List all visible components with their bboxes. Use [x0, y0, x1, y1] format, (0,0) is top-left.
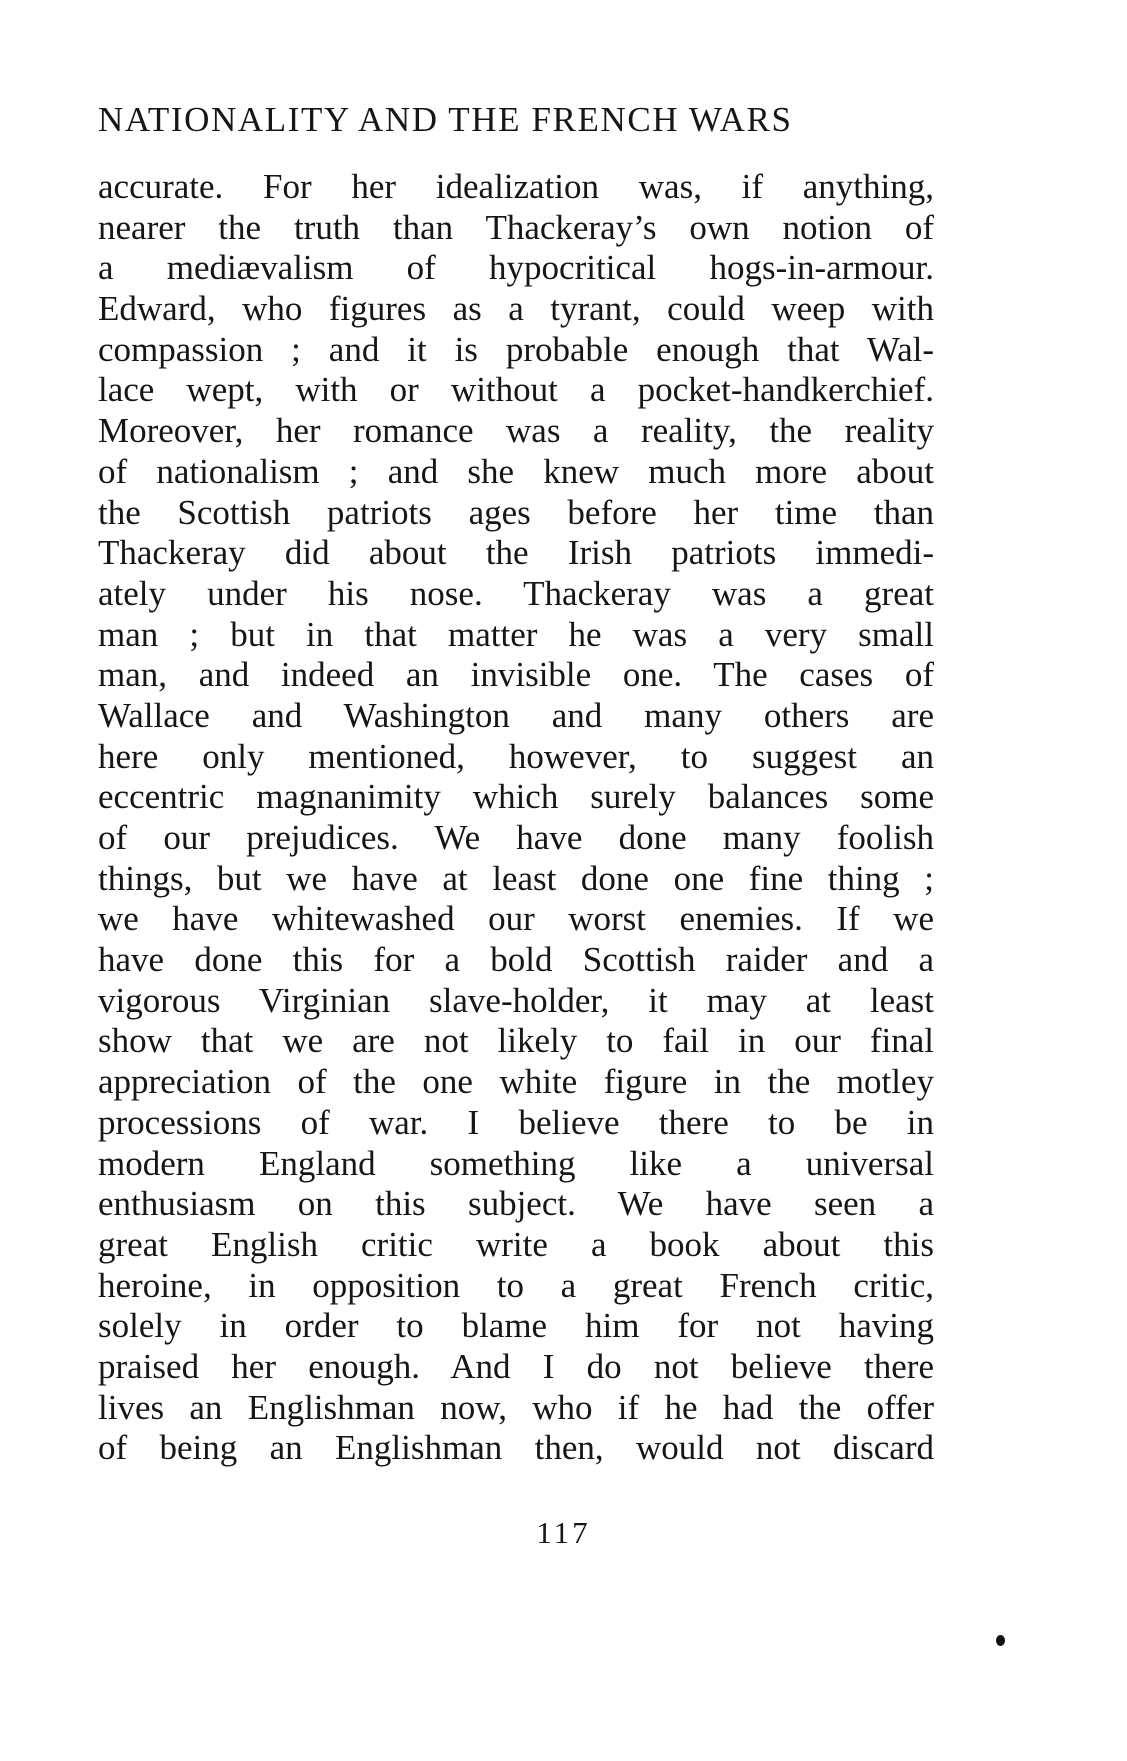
text-line: solely in order to blame him for not having: [98, 1306, 934, 1346]
text-line: here only mentioned, however, to suggest an: [98, 736, 934, 776]
text-line: accurate. For her idealization was, if anything,: [98, 167, 934, 206]
text-line: compassion ; and it is probable enough that Wal-: [98, 329, 934, 369]
text-line: appreciation of the one white figure in the motley: [98, 1062, 934, 1102]
text-line: Thackeray did about the Irish patriots immedi-: [98, 533, 934, 573]
body-text: [98, 167, 934, 1469]
text-line: of nationalism ; and she knew much more about: [98, 451, 934, 491]
text-line: enthusiasm on this subject. We have seen a: [98, 1184, 934, 1224]
text-line: a mediævalism of hypocritical hogs-in-armour.: [98, 248, 934, 288]
text-line: praised her enough. And I do not believe there: [98, 1346, 934, 1386]
text-line: Wallace and Washington and many others are: [98, 695, 934, 735]
text-line: great English critic write a book about this: [98, 1224, 934, 1264]
text-line: processions of war. I believe there to be in: [98, 1102, 934, 1142]
text-line: the Scottish patriots ages before her time than: [98, 492, 934, 532]
text-line: Moreover, her romance was a reality, the reality: [98, 411, 934, 451]
text-line: man, and indeed an invisible one. The cases of: [98, 655, 934, 695]
text-line: nearer the truth than Thackeray’s own notion of: [98, 207, 934, 247]
text-line: lives an Englishman now, who if he had the offer: [98, 1387, 934, 1427]
text-line: of being an Englishman then, would not discard: [98, 1428, 934, 1468]
text-line: show that we are not likely to fail in our final: [98, 1021, 934, 1061]
margin-mark: [996, 1635, 1005, 1646]
text-line: things, but we have at least done one fine thing ;: [98, 858, 934, 898]
text-line: vigorous Virginian slave-holder, it may at least: [98, 980, 934, 1020]
text-line: man ; but in that matter he was a very small: [98, 614, 934, 654]
text-line: ately under his nose. Thackeray was a great: [98, 573, 934, 613]
text-line: modern England something like a universal: [98, 1143, 934, 1183]
text-line: eccentric magnanimity which surely balances some: [98, 777, 934, 817]
page-number: 117: [536, 1515, 591, 1550]
running-head: NATIONALITY AND THE FRENCH WARS: [98, 100, 793, 139]
text-line: of our prejudices. We have done many foolish: [98, 818, 934, 857]
text-line: have done this for a bold Scottish raider and a: [98, 940, 934, 980]
text-line: heroine, in opposition to a great French critic,: [98, 1265, 934, 1305]
text-line: lace wept, with or without a pocket-handkerchief.: [98, 370, 934, 410]
text-line: we have whitewashed our worst enemies. If we: [98, 899, 934, 939]
text-line: Edward, who figures as a tyrant, could weep with: [98, 289, 934, 329]
